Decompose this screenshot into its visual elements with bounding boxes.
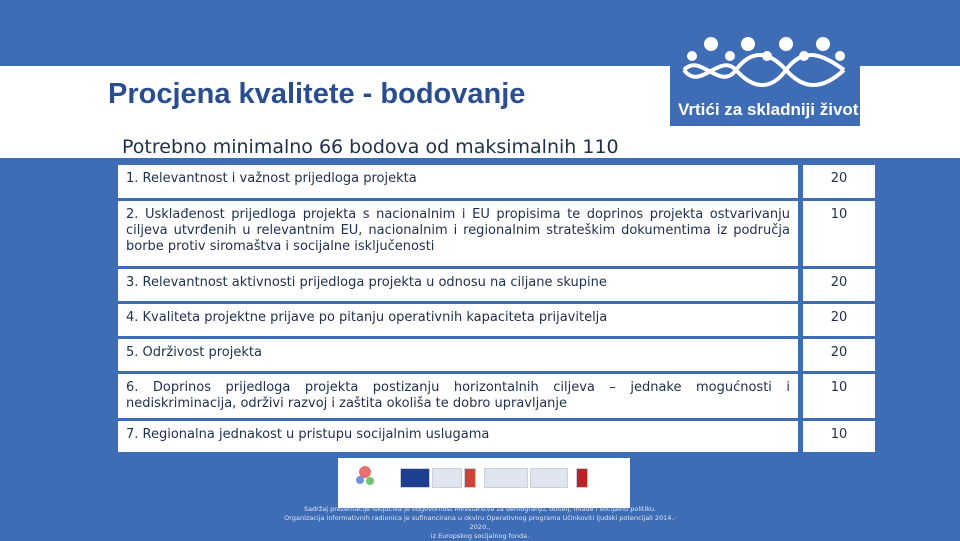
criterion-points: 20 — [798, 269, 875, 301]
children-logo-icon — [680, 34, 850, 98]
table-row — [118, 339, 875, 371]
criterion-points: 10 — [798, 201, 875, 266]
criterion-text: 3. Relevantnost aktivnosti prijedloga projekta u odnosu na ciljane skupine — [118, 269, 798, 301]
fund-logo-icon — [464, 468, 476, 488]
logo-text: Vrtići za skladniji život — [678, 100, 859, 119]
table-row — [118, 374, 875, 418]
table-row — [118, 269, 875, 301]
ljudski-potencijali-logo-icon — [432, 468, 462, 488]
ministry-labour-logo-icon — [530, 468, 568, 488]
footnote-line: Sadržaj prezentacije isključiva je odgovornost Ministarstva za demografiju, obitelj, mlade i socijalnu politiku. — [303, 505, 657, 513]
criterion-text: 5. Održivost projekta — [118, 339, 798, 371]
criterion-points: 20 — [798, 165, 875, 198]
footnote-line: iz Europskog socijalnog fonda. — [430, 532, 530, 540]
footer-logos — [338, 458, 630, 508]
slide-title: Procjena kvalitete - bodovanje — [108, 78, 526, 110]
criteria-table — [118, 162, 875, 455]
criterion-points: 20 — [798, 339, 875, 371]
criterion-text: 2. Usklađenost prijedloga projekta s nacionalnim i EU propisima te doprinos projekta ostvarivanju ciljeva utvrđenih u relevantnim EU, nacionalnim i regionalnim strateškim dokumentima iz područja borbe protiv siromaštva i socijalne isključenosti — [118, 201, 798, 266]
footnote-line: Organizacija informativnih radionica je sufinancirana u okviru Operativnog programa Učinkoviti ljudski potencijali 2014.- 2020., — [284, 514, 676, 531]
footnote — [280, 505, 680, 541]
table-row — [118, 304, 875, 336]
vrtici-logo — [670, 30, 860, 126]
criterion-points: 20 — [798, 304, 875, 336]
criterion-text: 1. Relevantnost i važnost prijedloga projekta — [118, 165, 798, 198]
ministry-emblem-icon — [352, 462, 378, 492]
criterion-text: 4. Kvaliteta projektne prijave po pitanju operativnih kapaciteta prijavitelja — [118, 304, 798, 336]
ministry-demography-logo-icon — [484, 468, 528, 488]
criterion-points: 10 — [798, 374, 875, 418]
table-row — [118, 165, 875, 198]
slide-subtitle: Potrebno minimalno 66 bodova od maksimalnih 110 — [122, 136, 619, 158]
table-row — [118, 201, 875, 266]
croatia-coat-of-arms-icon — [576, 468, 588, 488]
criterion-text: 7. Regionalna jednakost u pristupu socijalnim uslugama — [118, 421, 798, 452]
table-row — [118, 421, 875, 452]
criterion-points: 10 — [798, 421, 875, 452]
eu-logo-icon — [400, 468, 430, 488]
criterion-text: 6. Doprinos prijedloga projekta postizanju horizontalnih ciljeva – jednake mogućnosti i nediskriminacija, održivi razvoj i zaštita okoliša te dobro upravljanje — [118, 374, 798, 418]
